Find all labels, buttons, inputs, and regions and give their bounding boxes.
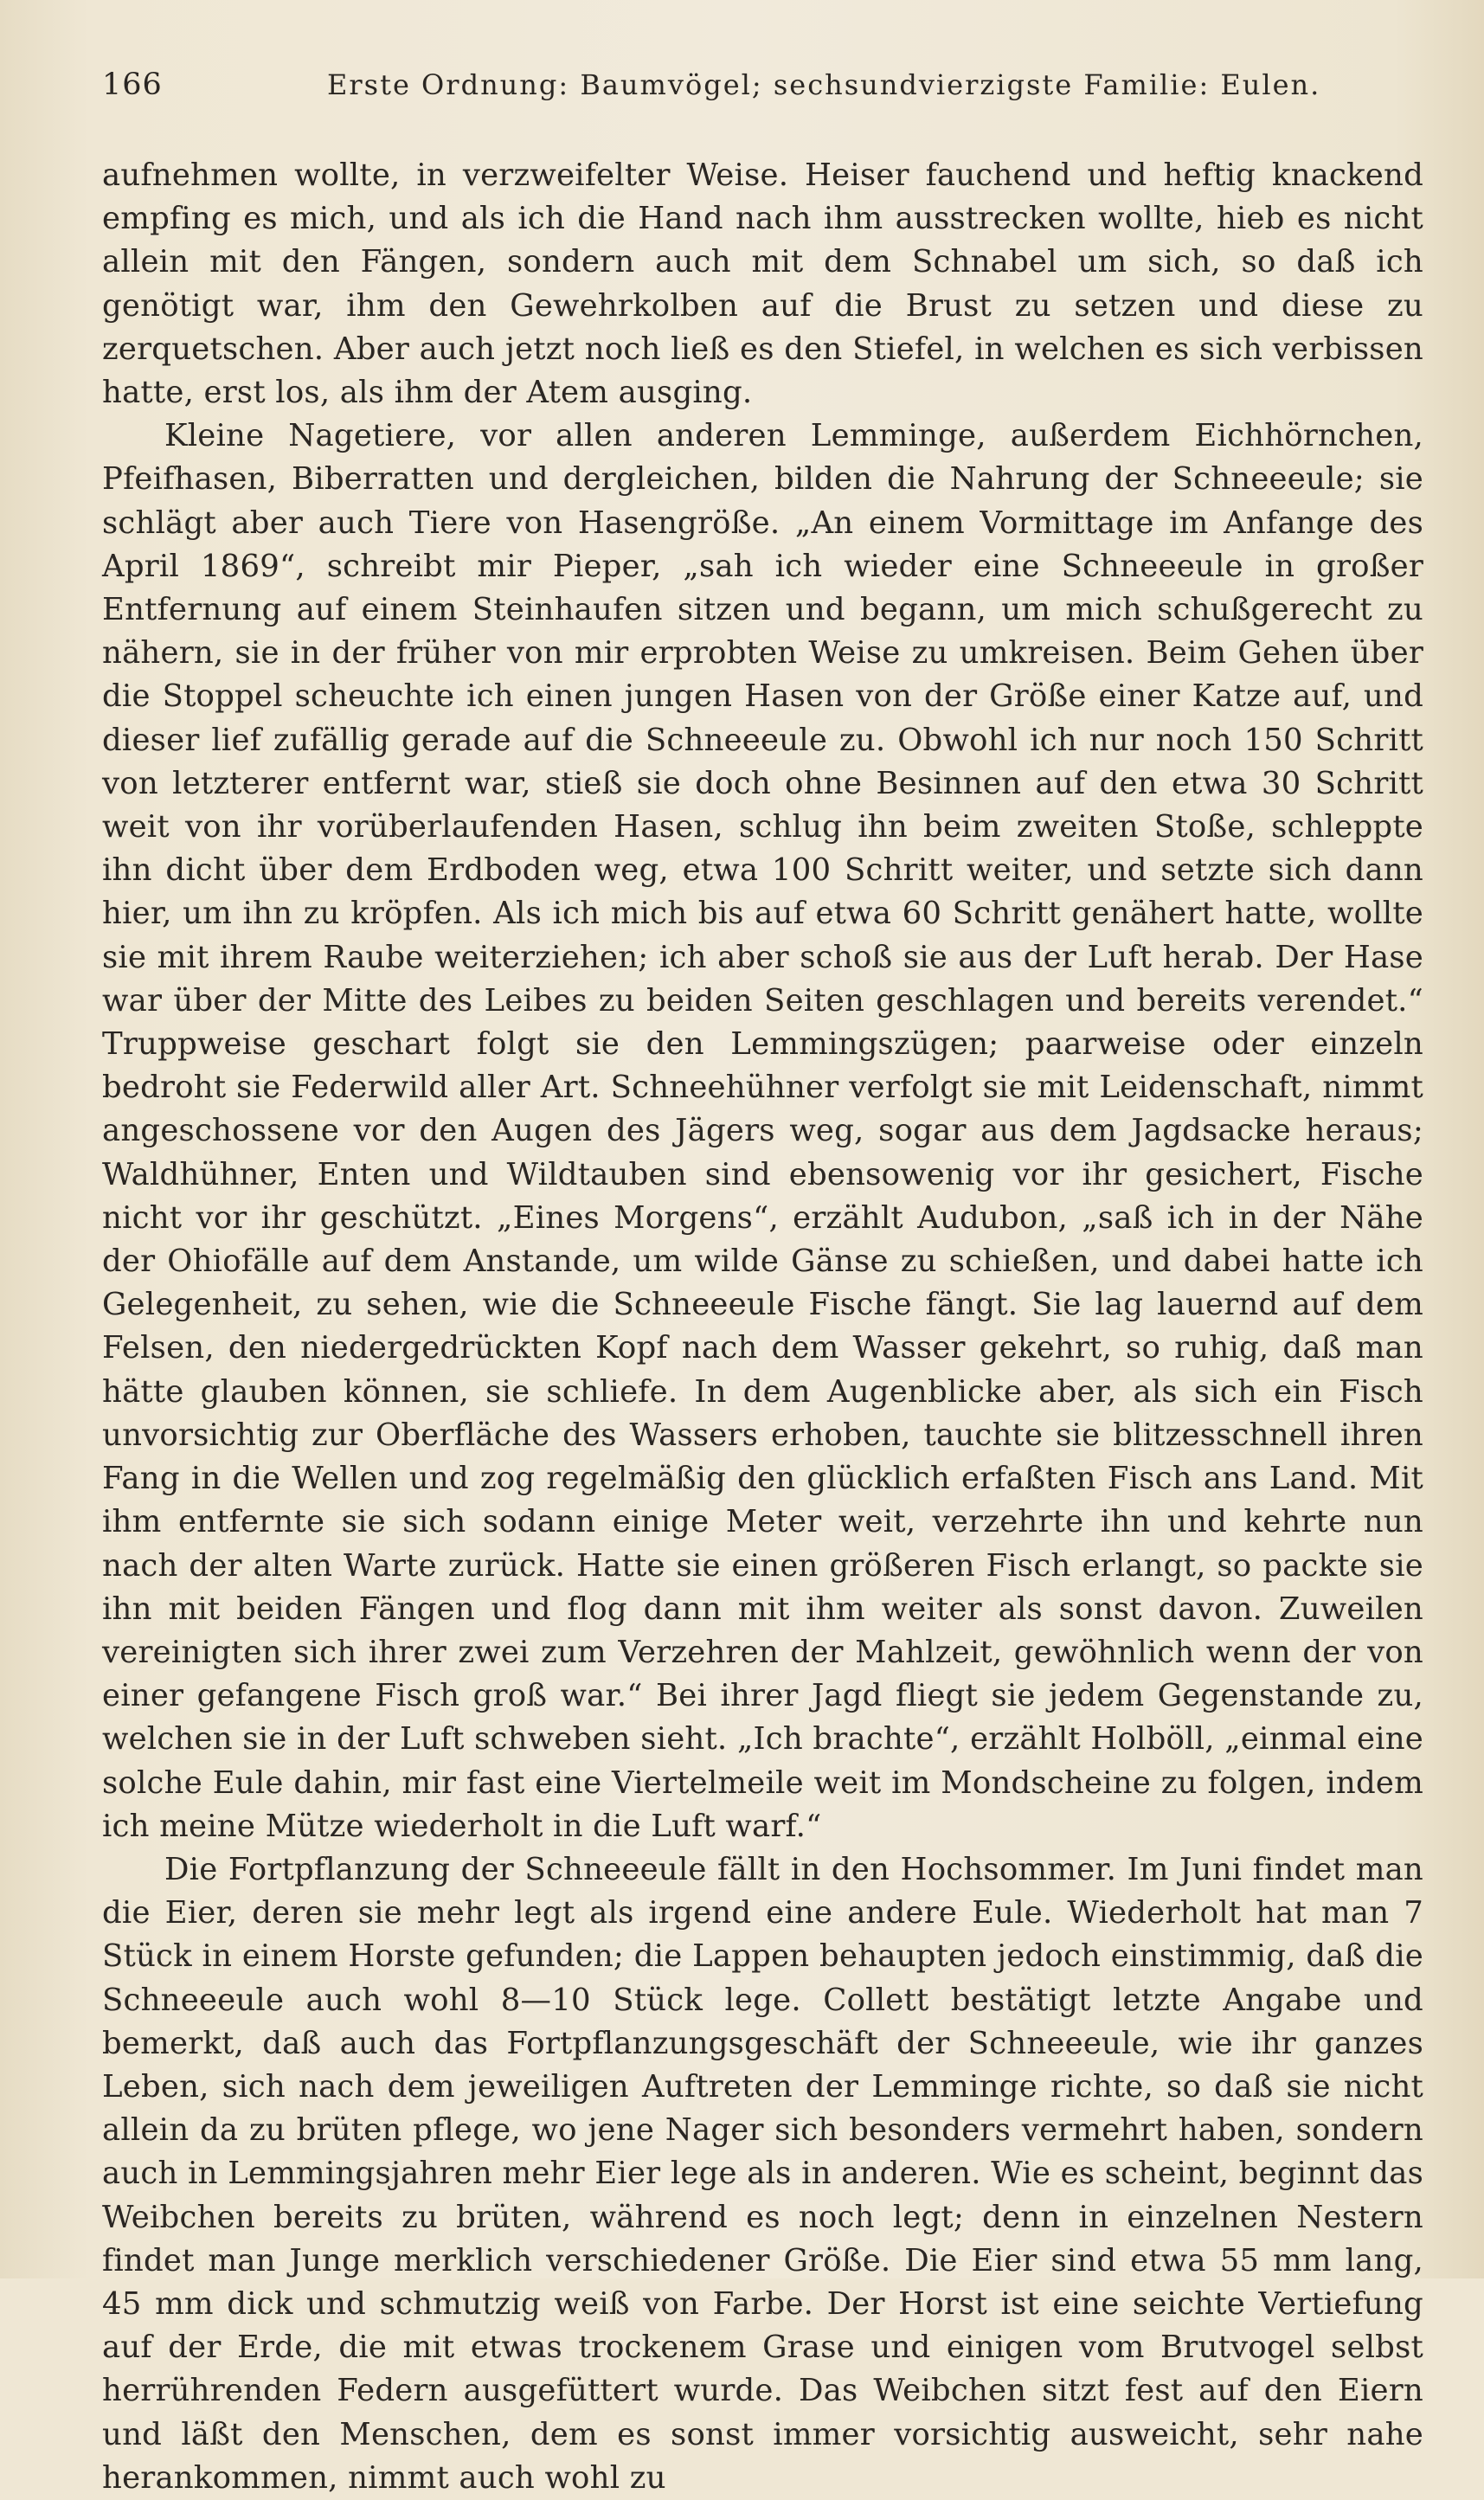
page-number: 166 xyxy=(102,67,163,102)
paragraph-continuation: aufnehmen wollte, in verzweifelter Weise. Heiser fauchend und heftig knackend empfing es mich, und als ich die Hand nach ihm ausstrecken wollte, hieb es nicht allein mit den Fängen, sondern auch mit dem Schnabel um sich, so daß ich genötigt war, ihm den Gewehrkolben auf die Brust zu setzen und diese zu zerquetschen. Aber auch jetzt noch ließ es den Stiefel, in welchen es sich verbissen hatte, erst los, als ihm der Atem ausging. xyxy=(102,157,1423,411)
running-head xyxy=(102,67,1423,123)
running-title: Erste Ordnung: Baumvögel; sechsundvierzigste Familie: Eulen. xyxy=(327,68,1321,101)
body-text xyxy=(102,154,1423,2500)
paragraph-reproduction: Die Fortpflanzung der Schneeeule fällt in den Hochsommer. Im Juni findet man die Eier, deren sie mehr legt als irgend eine andere Eule. Wiederholt hat man 7 Stück in einem Horste gefunden; die Lappen behaupten jedoch einstimmig, daß die Schneeeule auch wohl 8—10 Stück lege. Collett bestätigt letzte Angabe und bemerkt, daß auch das Fortpflanzungsgeschäft der Schneeeule, wie ihr ganzes Leben, sich nach dem jeweiligen Auftreten der Lemminge richte, so daß sie nicht allein da zu brüten pflege, wo jene Nager sich besonders vermehrt haben, sondern auch in Lemmingsjahren mehr Eier lege als in anderen. Wie es scheint, beginnt das Weibchen bereits zu brüten, während es noch legt; denn in einzelnen Nestern findet man Junge merklich verschiedener Größe. Die Eier sind etwa 55 mm lang, 45 mm dick und schmutzig weiß von Farbe. Der Horst ist eine seichte Vertiefung auf der Erde, die mit etwas trockenem Grase und einigen vom Brutvogel selbst herrührenden Federn ausgefüttert wurde. Das Weibchen sitzt fest auf den Eiern und läßt den Menschen, dem es sonst immer vorsichtig ausweicht, sehr nahe herankommen, nimmt auch wohl zu xyxy=(102,1851,1423,2496)
paragraph-diet: Kleine Nagetiere, vor allen anderen Lemminge, außerdem Eichhörnchen, Pfeifhasen, Biberratten und dergleichen, bilden die Nahrung der Schneeeule; sie schlägt aber auch Tiere von Hasengröße. „An einem Vormittage im Anfange des April 1869“, schreibt mir Pieper, „sah ich wieder eine Schneeeule in großer Entfernung auf einem Steinhaufen sitzen und begann, um mich schußgerecht zu nähern, sie in der früher von mir erprobten Weise zu umkreisen. Beim Gehen über die Stoppel scheuchte ich einen jungen Hasen von der Größe einer Katze auf, und dieser lief zufällig gerade auf die Schneeeule zu. Obwohl ich nur noch 150 Schritt von letzterer entfernt war, stieß sie doch ohne Besinnen auf den etwa 30 Schritt weit von ihr vorüberlaufenden Hasen, schlug ihn beim zweiten Stoße, schleppte ihn dicht über dem Erdboden weg, etwa 100 Schritt weiter, und setzte sich dann hier, um ihn zu kröpfen. Als ich mich bis auf etwa 60 Schritt genähert hatte, wollte sie mit ihrem Raube weiterziehen; ich aber schoß sie aus der Luft herab. Der Hase war über der Mitte des Leibes zu beiden Seiten geschlagen und bereits verendet.“ Truppweise geschart folgt sie den Lemmingszügen; paarweise oder einzeln bedroht sie Federwild aller Art. Schneehühner verfolgt sie mit Leidenschaft, nimmt angeschossene vor den Augen des Jägers weg, sogar aus dem Jagdsacke heraus; Waldhühner, Enten und Wildtauben sind ebensowenig vor ihr gesichert, Fische nicht vor ihr geschützt. „Eines Morgens“, erzählt Audubon, „saß ich in der Nähe der Ohiofälle auf dem Anstande, um wilde Gänse zu schießen, und dabei hatte ich Gelegenheit, zu sehen, wie die Schneeeule Fische fängt. Sie lag lauernd auf dem Felsen, den niedergedrückten Kopf nach dem Wasser gekehrt, so ruhig, daß man hätte glauben können, sie schliefe. In dem Augenblicke aber, als sich ein Fisch unvorsichtig zur Oberfläche des Wassers erhoben, tauchte sie blitzesschnell ihren Fang in die Wellen und zog regelmäßig den glücklich erfaßten Fisch ans Land. Mit ihm entfernte sie sich sodann einige Meter weit, verzehrte ihn und kehrte nun nach der alten Warte zurück. Hatte sie einen größeren Fisch erlangt, so packte sie ihn mit beiden Fängen und flog dann mit ihm weiter als sonst davon. Zuweilen vereinigten sich ihrer zwei zum Verzehren der Mahlzeit, gewöhnlich wenn der von einer gefangene Fisch groß war.“ Bei ihrer Jagd fliegt sie jedem Gegenstande zu, welchen sie in der Luft schweben sieht. „Ich brachte“, erzählt Holböll, „einmal eine solche Eule dahin, mir fast eine Viertelmeile weit im Mondscheine zu folgen, indem ich meine Mütze wiederholt in die Luft warf.“ xyxy=(102,418,1423,1844)
